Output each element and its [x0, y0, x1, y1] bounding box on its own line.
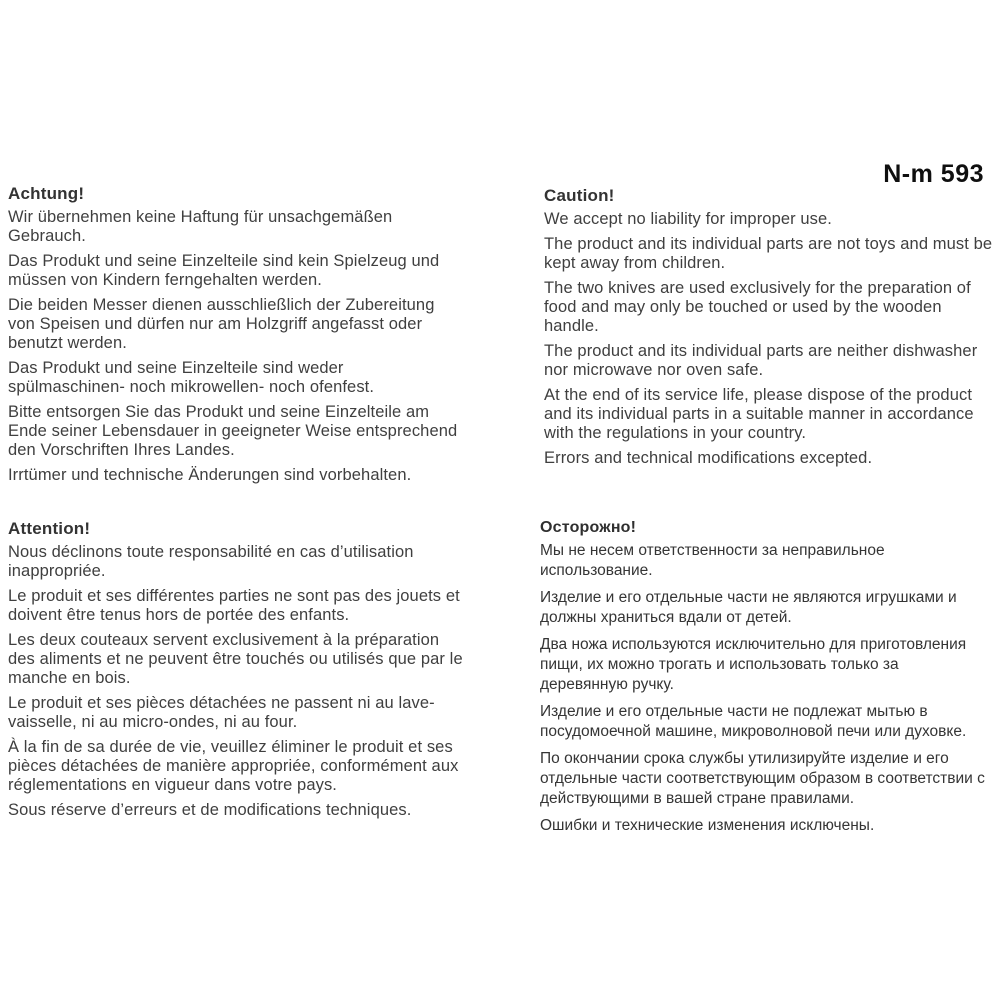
warning-paragraph: Изделие и его отдельные части не являются игрушками и должны храниться вдали от детей. — [540, 589, 957, 626]
warning-section-french — [8, 519, 470, 826]
warning-paragraph: Le produit et ses pièces détachées ne passent ni au lave-vaisselle, ni au micro-ondes, ni au four. — [8, 694, 435, 731]
warning-paragraph: Das Produkt und seine Einzelteile sind kein Spielzeug und müssen von Kindern ferngehalten werden. — [8, 252, 440, 289]
warning-heading-russian: Осторожно! — [540, 519, 637, 536]
warning-paragraph: The product and its individual parts are neither dishwasher nor microwave nor oven safe. — [544, 342, 978, 379]
warning-paragraph: The two knives are used exclusively for the preparation of food and may only be touched or used by the wooden handle. — [544, 279, 971, 335]
warning-section-german — [8, 184, 460, 491]
warning-paragraph: Le produit et ses différentes parties ne sont pas des jouets et doivent être tenus hors de portée des enfants. — [8, 587, 460, 624]
warning-heading-english: Caution! — [544, 186, 615, 205]
warning-section-english — [544, 186, 998, 474]
warning-paragraph: À la fin de sa durée de vie, veuillez éliminer le produit et ses pièces détachées de manière appropriée, conformément aux réglementations en vigueur dans votre pays. — [8, 738, 459, 794]
warning-heading-german: Achtung! — [8, 184, 85, 203]
warning-paragraph: Ошибки и технические изменения исключены. — [540, 817, 875, 834]
warning-paragraph: По окончании срока службы утилизируйте изделие и его отдельные части соответствующим образом в соответствии с действующими в вашей стране правилами. — [540, 750, 985, 807]
warning-paragraph: Bitte entsorgen Sie das Produkt und seine Einzelteile am Ende seiner Lebensdauer in geeigneter Weise entsprechend den Vorschriften Ihres Landes. — [8, 403, 458, 459]
model-number-label: N-m 593 — [883, 160, 984, 188]
warning-paragraph: Errors and technical modifications excepted. — [544, 449, 873, 467]
warning-paragraph: Мы не несем ответственности за неправильное использование. — [540, 542, 885, 579]
warning-paragraph: Sous réserve d’erreurs et de modifications techniques. — [8, 801, 412, 819]
warning-paragraph: Das Produkt und seine Einzelteile sind weder spülmaschinen- noch mikrowellen- noch ofenfest. — [8, 359, 375, 396]
warning-section-russian — [540, 519, 990, 843]
warning-paragraph: Два ножа используются исключительно для приготовления пищи, их можно трогать и использовать только за деревянную ручку. — [540, 636, 967, 693]
warning-paragraph: Nous déclinons toute responsabilité en cas d’utilisation inappropriée. — [8, 543, 414, 580]
warning-paragraph: Les deux couteaux servent exclusivement à la préparation des aliments et ne peuvent être touchés ou utilisés que par le manche en bois. — [8, 631, 463, 687]
warning-heading-french: Attention! — [8, 519, 91, 538]
warning-paragraph: Wir übernehmen keine Haftung für unsachgemäßen Gebrauch. — [8, 208, 393, 245]
warning-paragraph: We accept no liability for improper use. — [544, 210, 832, 228]
warning-paragraph: Irrtümer und technische Änderungen sind vorbehalten. — [8, 466, 412, 484]
warning-paragraph: Изделие и его отдельные части не подлежат мытью в посудомоечной машине, микроволновой печи или духовке. — [540, 703, 967, 740]
warning-paragraph: The product and its individual parts are not toys and must be kept away from children. — [544, 235, 993, 272]
warning-paragraph: At the end of its service life, please dispose of the product and its individual parts in a suitable manner in accordance with the regulations in your country. — [544, 386, 974, 442]
warning-paragraph: Die beiden Messer dienen ausschließlich der Zubereitung von Speisen und dürfen nur am Holzgriff angefasst oder benutzt werden. — [8, 296, 435, 352]
